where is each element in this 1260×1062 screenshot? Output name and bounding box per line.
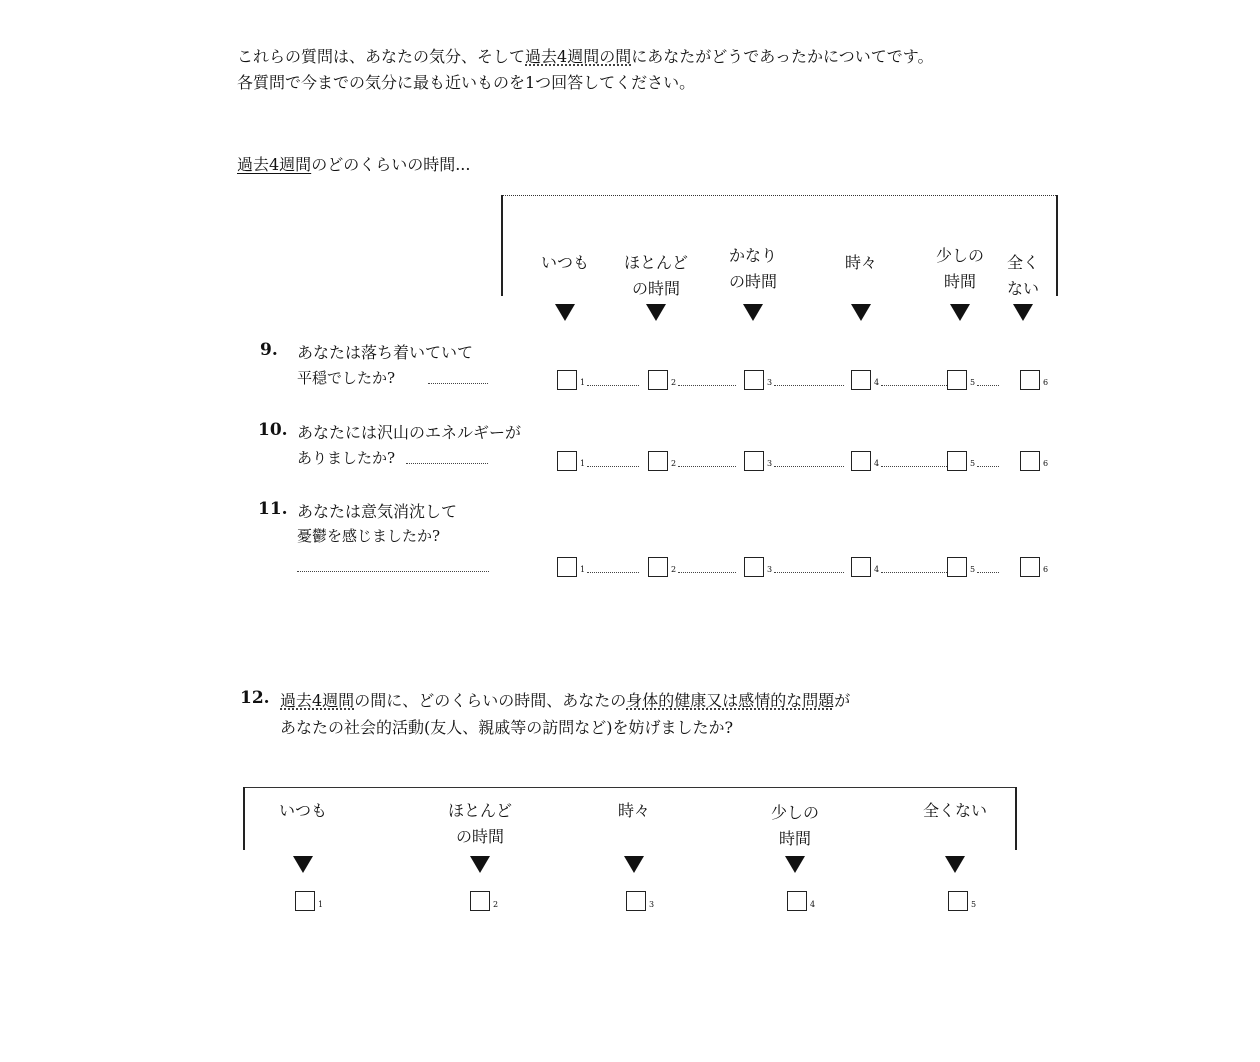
answer-checkbox[interactable] — [947, 451, 967, 471]
option-number: 4 — [810, 900, 815, 909]
question-text-line-2: 憂鬱を感じましたか? — [297, 525, 440, 546]
scale-box-left — [243, 787, 245, 850]
scale-box-top — [501, 195, 1058, 196]
option-number: 6 — [1043, 378, 1048, 387]
option-number: 3 — [767, 459, 772, 468]
answer-checkbox[interactable] — [470, 891, 490, 911]
questionnaire-page — [0, 0, 1260, 1062]
down-arrow-icon — [785, 856, 805, 873]
answer-checkbox[interactable] — [947, 557, 967, 577]
option-number: 1 — [318, 900, 323, 909]
question-number: 10. — [258, 420, 288, 440]
answer-checkbox[interactable] — [648, 370, 668, 390]
leader-dots — [587, 385, 639, 386]
scale-box-right — [1015, 787, 1017, 850]
text: の間に、どのくらいの時間、あなたの — [354, 691, 626, 710]
question-12-line-1 — [280, 688, 850, 711]
question-text-line-2: ありましたか? — [297, 447, 395, 468]
answer-checkbox[interactable] — [1020, 557, 1040, 577]
option-number: 2 — [671, 565, 676, 574]
subheading-text: のどのくらいの時間... — [311, 155, 470, 174]
leader-dots — [881, 385, 947, 386]
scale-box-right — [1056, 195, 1058, 296]
scale-box-top — [243, 787, 1017, 788]
answer-checkbox[interactable] — [947, 370, 967, 390]
option-number: 5 — [970, 378, 975, 387]
option-number: 1 — [580, 459, 585, 468]
section-subheading — [237, 152, 470, 175]
scale-label: いつも — [541, 250, 589, 276]
question-text-line-1: あなたには沢山のエネルギーが — [297, 420, 521, 443]
leader-dots — [774, 572, 844, 573]
answer-checkbox[interactable] — [626, 891, 646, 911]
down-arrow-icon — [743, 304, 763, 321]
answer-checkbox[interactable] — [744, 557, 764, 577]
leader-dots — [881, 572, 947, 573]
question-number: 11. — [258, 499, 288, 519]
down-arrow-icon — [851, 304, 871, 321]
answer-checkbox[interactable] — [744, 370, 764, 390]
subheading-emphasis: 過去4週間 — [237, 155, 311, 174]
option-number: 4 — [874, 565, 879, 574]
leader-dots — [297, 571, 489, 572]
answer-checkbox[interactable] — [948, 891, 968, 911]
down-arrow-icon — [945, 856, 965, 873]
question-12-line-2: あなたの社会的活動(友人、親戚等の訪問など)を妨げましたか? — [280, 715, 733, 738]
scale-box-left — [501, 195, 503, 296]
leader-dots — [678, 572, 736, 573]
answer-checkbox[interactable] — [851, 451, 871, 471]
question-number: 9. — [260, 340, 278, 360]
scale-label: 時々 — [845, 250, 877, 276]
scale-label: 少しの 時間 — [936, 243, 984, 295]
answer-checkbox[interactable] — [557, 370, 577, 390]
emphasis: 過去4週間 — [280, 691, 354, 710]
down-arrow-icon — [950, 304, 970, 321]
answer-checkbox[interactable] — [1020, 370, 1040, 390]
answer-checkbox[interactable] — [648, 557, 668, 577]
answer-checkbox[interactable] — [295, 891, 315, 911]
text: が — [834, 691, 850, 710]
question-text-line-2: 平穏でしたか? — [297, 367, 395, 388]
answer-checkbox[interactable] — [787, 891, 807, 911]
leader-dots — [977, 466, 999, 467]
option-number: 3 — [767, 565, 772, 574]
down-arrow-icon — [555, 304, 575, 321]
down-arrow-icon — [646, 304, 666, 321]
down-arrow-icon — [624, 856, 644, 873]
emphasis: 身体的健康又は感情的な問題 — [626, 691, 834, 710]
leader-dots — [977, 385, 999, 386]
answer-checkbox[interactable] — [1020, 451, 1040, 471]
option-number: 4 — [874, 459, 879, 468]
intro-emphasis: 過去4週間の間 — [525, 47, 631, 66]
answer-checkbox[interactable] — [744, 451, 764, 471]
leader-dots — [774, 385, 844, 386]
answer-checkbox[interactable] — [851, 557, 871, 577]
option-number: 4 — [874, 378, 879, 387]
scale-label: ほとんど の時間 — [448, 798, 512, 850]
answer-checkbox[interactable] — [648, 451, 668, 471]
intro-text: これらの質問は、あなたの気分、そして — [237, 47, 525, 66]
option-number: 1 — [580, 378, 585, 387]
scale-label: ほとんど の時間 — [624, 250, 688, 302]
option-number: 1 — [580, 565, 585, 574]
scale-label: かなり の時間 — [729, 243, 777, 295]
option-number: 6 — [1043, 459, 1048, 468]
intro-line-2: 各質問で今までの気分に最も近いものを1つ回答してください。 — [237, 70, 695, 93]
leader-dots — [977, 572, 999, 573]
option-number: 5 — [970, 565, 975, 574]
scale-label: 時々 — [618, 798, 650, 824]
option-number: 5 — [970, 459, 975, 468]
option-number: 2 — [671, 378, 676, 387]
scale-label: いつも — [279, 798, 327, 824]
question-text-line-1: あなたは意気消沈して — [297, 499, 457, 522]
leader-dots — [406, 463, 488, 464]
down-arrow-icon — [470, 856, 490, 873]
option-number: 6 — [1043, 565, 1048, 574]
scale-label: 全く ない — [1007, 250, 1039, 302]
scale-label: 全くない — [923, 798, 987, 824]
intro-text: にあなたがどうであったかについてです。 — [631, 47, 933, 66]
leader-dots — [881, 466, 947, 467]
option-number: 3 — [649, 900, 654, 909]
leader-dots — [678, 385, 736, 386]
answer-checkbox[interactable] — [851, 370, 871, 390]
option-number: 3 — [767, 378, 772, 387]
option-number: 2 — [493, 900, 498, 909]
question-number: 12. — [240, 688, 270, 708]
leader-dots — [678, 466, 736, 467]
scale-label: 少しの 時間 — [771, 800, 819, 852]
intro-line-1 — [237, 44, 933, 67]
answer-checkbox[interactable] — [557, 557, 577, 577]
option-number: 2 — [671, 459, 676, 468]
leader-dots — [774, 466, 844, 467]
option-number: 5 — [971, 900, 976, 909]
leader-dots — [587, 572, 639, 573]
down-arrow-icon — [293, 856, 313, 873]
leader-dots — [587, 466, 639, 467]
question-text-line-1: あなたは落ち着いていて — [297, 340, 473, 363]
down-arrow-icon — [1013, 304, 1033, 321]
leader-dots — [428, 383, 488, 384]
answer-checkbox[interactable] — [557, 451, 577, 471]
